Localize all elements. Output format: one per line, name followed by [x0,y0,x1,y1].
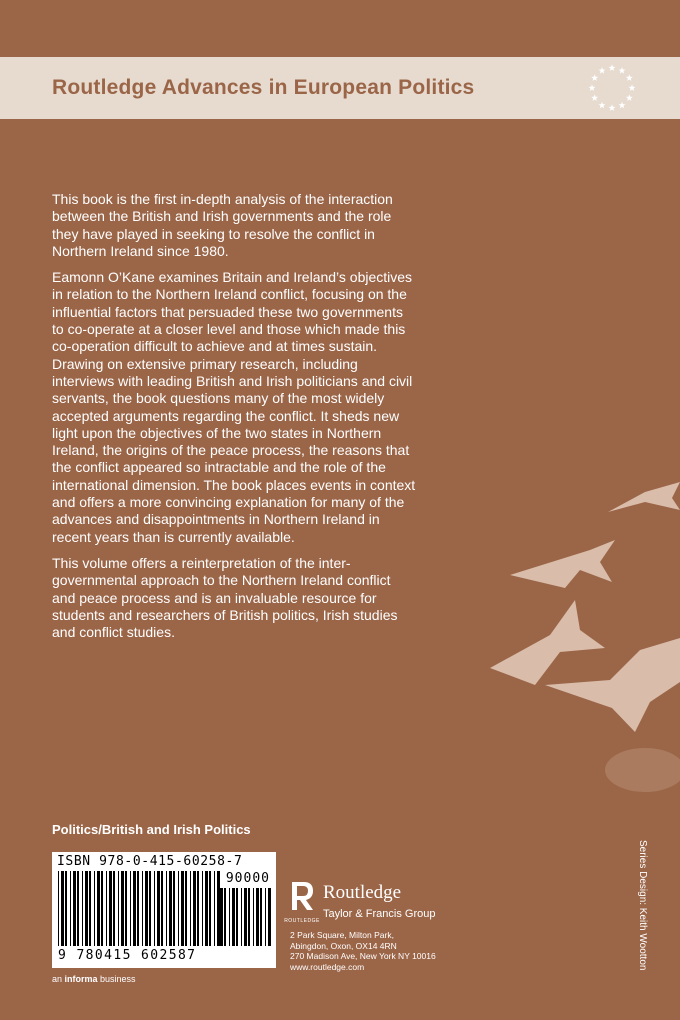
address-line: 270 Madison Ave, New York NY 10016 [290,951,436,962]
ean-digits: 9 780415 602587 [58,948,197,963]
address-line: Abingdon, Oxon, OX14 4RN [290,940,397,951]
eu-star-icon [626,74,633,81]
publisher-name: Routledge [323,882,402,903]
series-title: Routledge Advances in European Politics [52,76,475,99]
top-margin-strip [0,0,680,57]
eu-star-icon [599,67,606,74]
eu-star-circle-icon [585,61,639,115]
decorative-stars [440,470,680,800]
eu-star-icon [629,84,636,91]
isbn-barcode [52,852,276,968]
decorative-star-icon [545,638,680,732]
decorative-star-icon [510,540,615,588]
eu-star-icon [589,84,596,91]
informa-suffix: business [97,974,136,984]
publisher-address [290,930,436,972]
blurb-paragraph: This book is the first in-depth analysis of the interaction between the British and Irish governments and the role they have played in seeking to resolve the conflict in Northern Ireland since 1980. [52,191,393,259]
address-line: www.routledge.com [290,961,365,972]
decorative-star-icon [490,600,605,685]
blurb-paragraph: This volume offers a reinterpretation of the inter-governmental approach to the Northern Ireland conflict and peace process and is an invaluable resource for students and researchers of British politics, Irish studies and conflict studies. [52,554,398,641]
eu-star-icon [591,74,598,81]
subject-category: Politics/British and Irish Politics [52,822,251,837]
eu-star-icon [619,67,626,74]
eu-star-icon [599,102,606,109]
routledge-logo-text: ROUTLEDGE [284,918,320,924]
eu-star-icon [626,94,633,101]
barcode-bars [58,871,218,946]
blurb-paragraph: Eamonn O’Kane examines Britain and Ireland’s objectives in relation to the Northern Ireland conflict, focusing on the influential factors that persuaded these two governments to co-operate at a closer level and those which made this co-operation difficult to achieve and at times sustain. Drawing on extensive primary research, including interviews with leading British and Irish politicians and civil servants, the book questions many of the most widely accepted arguments regarding the conflict. It sheds new light upon the objectives of the two states in Northern Ireland, the origins of the peace process, the reasons that the conflict appeared so intractable and the role of the international dimension. The book places events in context and offers a more convincing explanation for many of the advances and disappointments in Northern Ireland in recent years than is currently available. [52,269,416,545]
address-line: 2 Park Square, Milton Park, [290,930,394,940]
blurred-star-icon [605,748,680,792]
informa-brand: informa [64,974,98,984]
series-design-credit: Series Design: Keith Wootton [637,840,648,971]
price-code: 90000 [225,871,270,886]
publisher-group: Taylor & Francis Group [323,908,436,920]
isbn-label: ISBN 978-0-415-60258-7 [57,854,243,869]
eu-star-icon [609,104,616,111]
barcode-addon-bars [220,888,270,946]
blurb-text [52,191,417,650]
informa-prefix: an [52,974,65,984]
decorative-star-icon [608,482,680,512]
routledge-logo-icon [284,880,320,926]
eu-star-icon [591,94,598,101]
eu-star-icon [609,64,616,71]
informa-tagline [52,974,136,984]
eu-star-icon [619,102,626,109]
